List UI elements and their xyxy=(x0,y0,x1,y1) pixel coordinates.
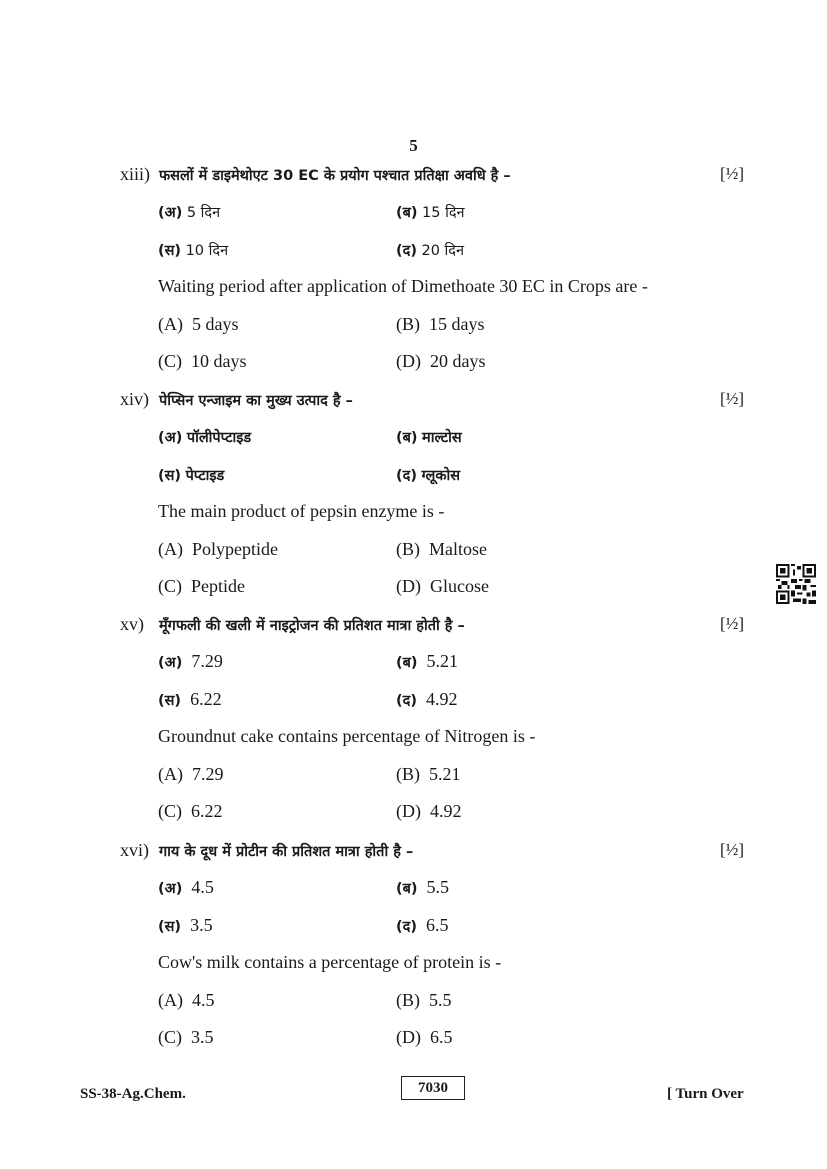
english-option-b: (B) 15 days xyxy=(396,314,485,334)
english-option-c: (C) 10 days xyxy=(158,351,247,371)
question-hindi-text: गाय के दूध में प्रोटीन की प्रतिशत मात्रा होती है – xyxy=(159,844,414,860)
english-option-c: (C) 3.5 xyxy=(158,1027,214,1047)
question-english-text: Cow's milk contains a percentage of protein is - xyxy=(158,952,502,972)
question-hindi-text: पेप्सिन एन्जाइम का मुख्य उत्पाद है – xyxy=(159,393,353,409)
english-option-a: (A) 7.29 xyxy=(158,764,224,784)
paper-code: SS-38-Ag.Chem. xyxy=(80,1086,186,1102)
question-english-text: Waiting period after application of Dimethoate 30 EC in Crops are - xyxy=(158,276,648,296)
hindi-option-d: (द) 4.92 xyxy=(396,689,458,709)
english-option-a: (A) 4.5 xyxy=(158,990,215,1010)
page-code-box: 7030 xyxy=(401,1076,465,1100)
english-option-c: (C) Peptide xyxy=(158,576,245,596)
question-english-text: Groundnut cake contains percentage of Nitrogen is - xyxy=(158,726,536,746)
question-number: xiii) xyxy=(120,164,150,184)
hindi-option-b: (ब) 5.5 xyxy=(396,877,450,897)
question-hindi-text: मूँगफली की खली में नाइट्रोजन की प्रतिशत मात्रा होती है – xyxy=(159,618,465,634)
question-english-text: The main product of pepsin enzyme is - xyxy=(158,501,445,521)
hindi-option-b: (ब) 15 दिन xyxy=(396,205,465,221)
english-option-d: (D) 20 days xyxy=(396,351,486,371)
english-option-a: (A) 5 days xyxy=(158,314,239,334)
hindi-option-d: (द) 20 दिन xyxy=(396,243,465,259)
marks-label: [½] xyxy=(720,614,745,633)
hindi-option-c: (स) 3.5 xyxy=(158,915,213,935)
question-number: xiv) xyxy=(120,389,149,409)
hindi-option-c: (स) 10 दिन xyxy=(158,243,229,259)
marks-label: [½] xyxy=(720,389,745,408)
question-hindi-text: फसलों में डाइमेथोएट 30 EC के प्रयोग पश्चात प्रतिक्षा अवधि है – xyxy=(159,168,511,184)
page-number: 5 xyxy=(409,136,418,155)
question-number: xvi) xyxy=(120,840,149,860)
question-number: xv) xyxy=(120,614,144,634)
hindi-option-a: (अ) 7.29 xyxy=(158,651,223,671)
turn-over-label: [ Turn Over xyxy=(667,1086,744,1102)
qr-code-icon xyxy=(776,564,816,604)
english-option-d: (D) 6.5 xyxy=(396,1027,453,1047)
hindi-option-a: (अ) पॉलीपेप्टाइड xyxy=(158,430,252,446)
english-option-b: (B) Maltose xyxy=(396,539,487,559)
hindi-option-a: (अ) 4.5 xyxy=(158,877,214,897)
english-option-d: (D) Glucose xyxy=(396,576,489,596)
english-option-c: (C) 6.22 xyxy=(158,801,223,821)
hindi-option-c: (स) 6.22 xyxy=(158,689,222,709)
marks-label: [½] xyxy=(720,840,745,859)
hindi-option-b: (ब) 5.21 xyxy=(396,651,459,671)
hindi-option-c: (स) पेप्टाइड xyxy=(158,468,225,484)
hindi-option-a: (अ) 5 दिन xyxy=(158,205,221,221)
hindi-option-b: (ब) माल्टोस xyxy=(396,430,462,446)
hindi-option-d: (द) ग्लूकोस xyxy=(396,468,461,484)
hindi-option-d: (द) 6.5 xyxy=(396,915,449,935)
english-option-b: (B) 5.5 xyxy=(396,990,452,1010)
english-option-b: (B) 5.21 xyxy=(396,764,461,784)
english-option-a: (A) Polypeptide xyxy=(158,539,278,559)
english-option-d: (D) 4.92 xyxy=(396,801,462,821)
marks-label: [½] xyxy=(720,164,745,183)
